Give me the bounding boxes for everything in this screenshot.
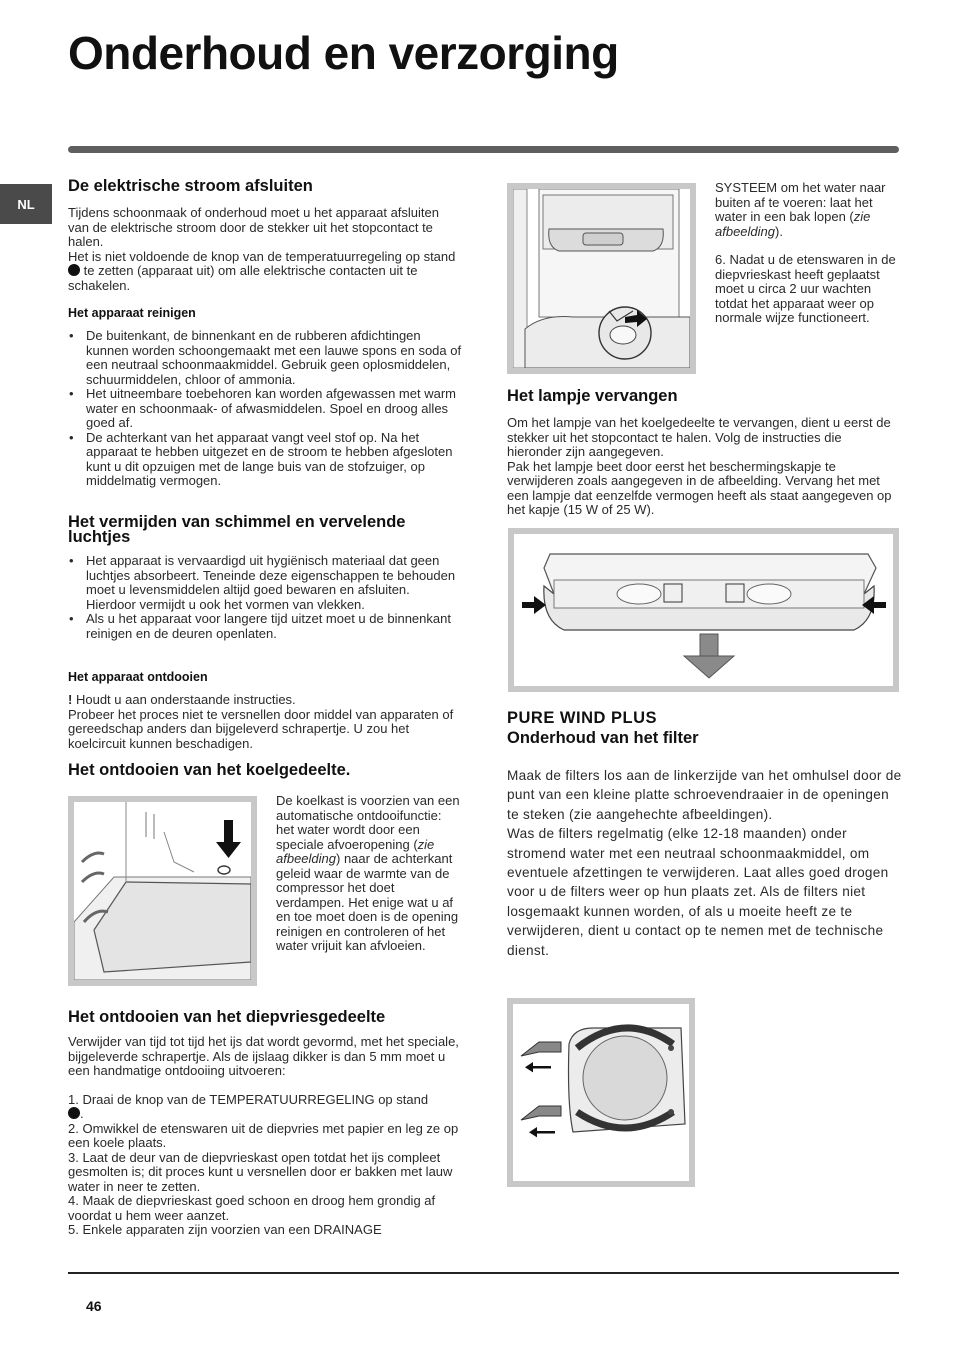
filter-text-1: Maak de filters los aan de linkerzijde van het omhulsel door de punt van een kleine platte schroevendraaier in de openingen te steken (zie aangehechte afbeeldingen). [507, 768, 902, 822]
section-power-off [68, 179, 463, 293]
footer-divider [68, 1272, 899, 1274]
freezer-drain-figure [507, 183, 696, 374]
power-off-text-2 [68, 250, 463, 294]
power-off-text: Tijdens schoonmaak of onderhoud moet u het apparaat afsluiten van de elektrische stroom door de stekker uit het stopcontact te halen. [68, 205, 439, 249]
mould-list [68, 554, 463, 641]
fridge-defrost-text-em: zie afbeelding [276, 836, 435, 866]
section-cleaning [68, 306, 463, 489]
fridge-defrost-text [276, 794, 462, 954]
drain-text-a: SYSTEEM om het water naar buiten af te voeren: laat het water in een bak lopen ( [715, 180, 886, 224]
freezer-step-1-end: . [80, 1106, 84, 1121]
freezer-defrost-intro: Verwijder van tijd tot tijd het ijs dat wordt gevormd, met het speciale, bijgeleverde schrapertje. Als de ijslaag dikker is dan 5 mm moet u een handmatige ontdooiing uitvoeren: [68, 1034, 459, 1078]
drain-continue-text [715, 181, 897, 326]
fridge-drain-figure [68, 796, 257, 986]
freezer-step-3: 3. Laat de deur van de diepvrieskast open totdat het ijs compleet gesmolten is; dit proces kunt u versnellen door er bakken met lauw water in neer te zetten. [68, 1149, 453, 1194]
freezer-step-4: 4. Maak de diepvrieskast goed schoon en droog hem grondig af voordat u hem weer aanzet. [68, 1193, 436, 1223]
heading-freezer-defrost: Het ontdooien van het diepvriesgedeelte [68, 1008, 386, 1026]
off-dot-icon [68, 264, 80, 276]
lamp-text-2: Pak het lampje beet door eerst het beschermingskapje te verwijderen zoals aangegeven in de afbeelding. Vervang het met een lampje dat eenzelfde vermogen heeft als staat aangegeven op het kapje (15 W of 25 W). [507, 458, 892, 517]
defrost-warning [68, 693, 463, 708]
lamp-figure [508, 528, 899, 692]
section-freezer-defrost [68, 1010, 463, 1238]
defrost-text: Probeer het proces niet te versnellen door middel van apparaten of gereedschap anders dan bijgeleverd schrapertje. U zou het koelcircuit kunnen beschadigen. [68, 706, 454, 751]
defrost-warning-text: Houdt u aan onderstaande instructies. [75, 692, 296, 707]
freezer-step-5: 5. Enkele apparaten zijn voorzien van een DRAINAGE [68, 1222, 382, 1237]
power-off-text-2a: Het is niet voldoende de knop van de temperatuurregeling op stand [68, 248, 456, 264]
section-fridge-defrost [68, 763, 463, 778]
heading-defrost: Het apparaat ontdooien [68, 670, 208, 684]
section-mould [68, 515, 463, 641]
warning-mark: ! [68, 692, 73, 707]
list-item: • Het uitneembare toebehoren kan worden afgewassen met warm water en schoonmaak- of afwasmiddelen. Spoel en droog alles goed af. [68, 387, 463, 431]
heading-power-off: De elektrische stroom afsluiten [68, 177, 313, 195]
heading-mould: Het vermijden van schimmel en vervelende luchtjes [68, 513, 406, 546]
off-dot-icon [68, 1107, 80, 1119]
drain-text-em: zie afbeelding [715, 209, 871, 239]
list-item: • De achterkant van het apparaat vangt veel stof op. Na het apparaat te hebben uitgezet en de stroom te hebben afgesloten kunt u dit opzuigen met de lange buis van de stofzuiger, op middelmatig vermogen. [68, 431, 463, 489]
page-number: 46 [86, 1298, 102, 1314]
section-filter-text [507, 766, 902, 960]
heading-cleaning: Het apparaat reinigen [68, 306, 196, 320]
section-defrost [68, 670, 463, 751]
drain-text-b: ). [775, 223, 783, 239]
list-item: • Het apparaat is vervaardigd uit hygiënisch materiaal dat geen luchtjes absorbeert. Teneinde deze eigenschappen te behouden moet u levensmiddelen altijd goed bewaren en afsluiten. Hierdoor vermijdt u ook het vormen van vlekken. [68, 554, 463, 612]
freezer-step-1 [68, 1093, 463, 1122]
list-item: • De buitenkant, de binnenkant en de rubberen afdichtingen kunnen worden schoongemaakt met een lauwe spons en soda of een neutraal schoonmaakmiddel. Gebruik geen oplosmiddelen, schuurmiddelen, chloor of ammonia. [68, 329, 463, 387]
section-filter-heading [507, 708, 899, 748]
title-divider [68, 146, 899, 153]
step-6-text: 6. Nadat u de etenswaren in de diepvrieskast heeft geplaatst moet u circa 2 uur wachten totdat het apparaat weer op normale wijze functioneert. [715, 252, 896, 325]
power-off-text-2b: te zetten (apparaat uit) om alle elektrische contacten uit te schakelen. [68, 263, 418, 293]
freezer-step-2: 2. Omwikkel de etenswaren uit de diepvries met papier en leg ze op een koele plaats. [68, 1120, 459, 1150]
language-tab: NL [0, 184, 52, 224]
fridge-defrost-text-a: De koelkast is voorzien van een automatische ontdooifunctie: het water wordt door een speciale afvoeropening ( [276, 793, 460, 852]
heading-lamp: Het lampje vervangen [507, 387, 678, 405]
heading-pure-wind-plus: PURE WIND PLUS [507, 709, 658, 727]
list-item: • Als u het apparaat voor langere tijd uitzet moet u de binnenkant reinigen en de deuren openlaten. [68, 612, 463, 641]
heading-fridge-defrost: Het ontdooien van het koelgedeelte. [68, 761, 351, 779]
filter-text-2: Was de filters regelmatig (elke 12-18 maanden) onder stromend water met een neutraal schoonmaakmiddel, om eventuele afzettingen te verwijderen. Laat alles goed drogen voor u de filters weer op hun plaats zet. Als de filters niet losgemaakt kunnen worden, of als u moeite heeft ze te verwijderen, dient u contact op te nemen met de technische dienst. [507, 826, 889, 958]
heading-filter-maintenance: Onderhoud van het filter [507, 729, 699, 747]
section-lamp [507, 389, 899, 518]
fridge-defrost-text-b: ) naar de achterkant geleid waar de warmte van de compressor het doet verdampen. Het enige wat u af en toe moet doen is de opening reinigen en controleren of het water vrijuit kan afvloeien. [276, 851, 459, 953]
lamp-text-1: Om het lampje van het koelgedeelte te vervangen, dient u eerst de stekker uit het stopcontact te halen. Volg de instructies die hieronder zijn aangegeven. [507, 415, 891, 459]
freezer-step-1-text: 1. Draai de knop van de TEMPERATUURREGELING op stand [68, 1091, 429, 1107]
page-title: Onderhoud en verzorging [68, 27, 619, 79]
filter-figure [507, 998, 695, 1187]
cleaning-list [68, 329, 463, 489]
